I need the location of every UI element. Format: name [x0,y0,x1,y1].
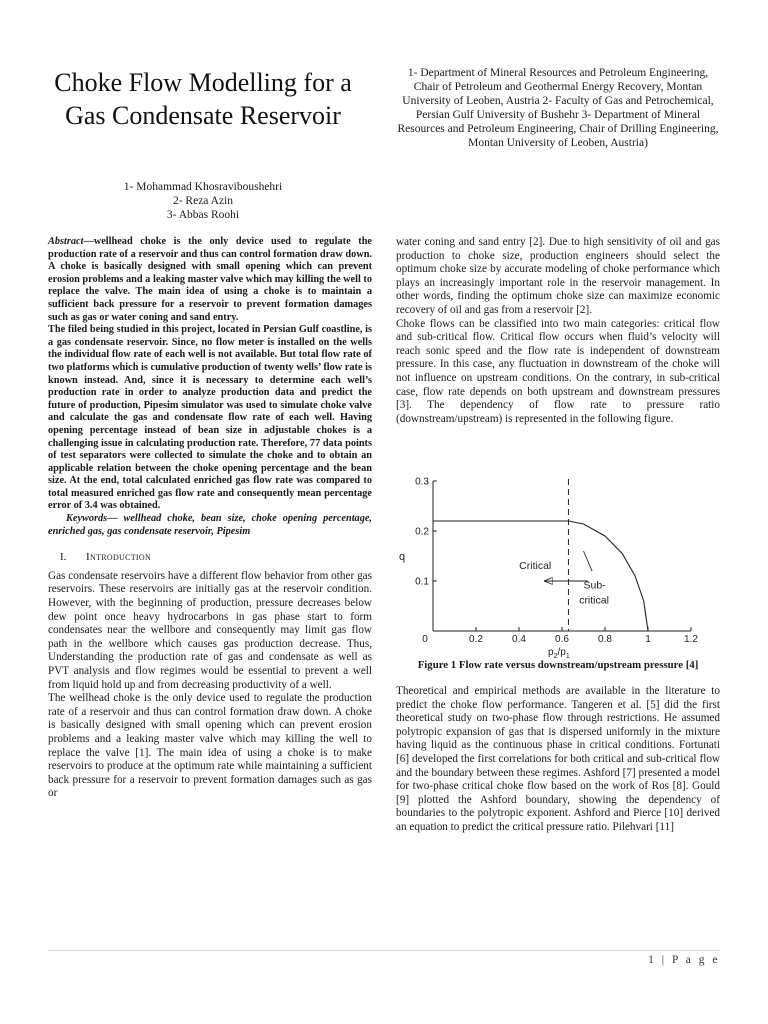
abstract-text: —wellhead choke is the only device used to regulate the production rate of a reservoir and thus can control formation draw down. A choke is basically designed with small opening which can prevent erosion problems and a leaking master valve which may killing the well to replace the valve. The main idea of using a choke is to maintain a sufficient back pressure for a reservoir to prevent formation damages such as gas or water coning and sand entry. [48,236,372,323]
y-tick-label: 0.2 [415,526,429,538]
x-tick-label: 0.2 [469,634,483,645]
paper-title: Choke Flow Modelling for a Gas Condensate Reservoir [54,68,352,130]
section-heading [60,551,372,565]
intro-paragraph-2: The wellhead choke is the only device used to regulate the production rate of a reservoir and thus can control formation draw down. A choke is basically designed with small opening which can prevent erosion problems and a leaking master valve which may killing the well to replace the valve [1]. The main idea of using a choke is to make reservoirs to produce at the optimum rate while maintaining a sufficient back pressure for a reservoir to prevent formation damages such as gas or [48,692,372,800]
author-3: 3- Abbas Roohi [166,209,240,221]
abstract-text-2: The filed being studied in this project, located in Persian Gulf coastline, is a gas condensate reservoir. Since, no flow meter is installed on the wells the individual flow rate of each well is not available. But total flow rate of two platforms which is cumulative production of twenty wells’ flow rate is known instead. And, since it is necessary to determine each well’s production rate in order to analyze production data and predict the future of production, Pipesim simulator was used to simulate choke valve and calculate the gas and condensate flow rate of each well. Having opening percentage instead of bean size in adjustable chokes is a challenging issue in calculating production rate. Therefore, 77 data points of test separators were collected to simulate the choke and to obtain an applicable relation between the choke opening percentage and the bean size. At the end, total calculated enriched gas flow rate was compared to total measured enriched gas flow rate and consequently mean percentage error of 3.4 was obtained. [48,324,372,512]
x-tick-label: 0.8 [598,634,612,645]
subcritical-label-2: critical [579,594,609,607]
abstract-lead: Abstract [48,236,84,247]
figure-caption: Figure 1 Flow rate versus downstream/upstream pressure [4] [417,659,699,671]
y-tick-label: 0.1 [415,576,429,588]
y-axis-label: q [399,551,406,563]
author-list [48,180,358,222]
subcritical-pointer [584,551,593,571]
x-tick-label: 1.2 [684,634,698,645]
left-column [48,236,372,801]
right-paragraph-3: Theoretical and empirical methods are available in the literature to predict the choke flow performance. Tangeren et al. [5] did the first theoretical study on two-phase flow through restrictions. He assumed polytropic expansion of gas that is dispersed uniformly in the mixture having liquid as the continuous phase in critical conditions. Fortunati [6] developed the first correlations for both critical and sub-critical flow and the boundary between these regimes. Ashford [7] presented a model for two-phase critical choke flow based on the work of Ros [8]. Gould [9] plotted the Ashford boundary, showing the dependency of boundaries to the polytropic exponent. Ashford and Pierce [10] derived an equation to predict the critical pressure ratio. Pilehvari [11] [396,685,720,833]
abstract [48,236,372,324]
section-number: I. [60,551,67,564]
affiliations: 1- Department of Mineral Resources and Petroleum Engineering, Chair of Petroleum and Geothermal Energy Recovery, Montan University of Leoben, Austria 2- Faculty of Gas and Petrochemical, Persian Gulf University of Bushehr 3- Department of Mineral Resources and Petroleum Engineering, Chair of Drilling Engineering, Montan University of Leoben, Austria) [397,67,719,149]
right-paragraph-2: Choke flows can be classified into two main categories: critical flow and sub-critical flow. Critical flow occurs when fluid’s velocity will reach sonic speed and the flow rate is independent of downstream pressure. In this case, any fluctuation in downstream of the choke will not influence on upstream conditions. On the contrary, in sub-critical case, flow rate depends on both upstream and downstream pressures [3]. The dependency of flow rate to pressure ratio (downstream/upstream) is represented in the following figure. [396,317,720,425]
x-tick-label: 0.4 [512,634,526,645]
subcritical-label-1: Sub- [583,579,606,592]
right-column-top [396,236,720,426]
x-tick-label: 0 [422,634,428,645]
figure-1 [396,472,720,660]
author-2: 2- Reza Azin [172,195,234,207]
page-number: 1 | P a g e [648,954,720,966]
critical-label: Critical [519,560,552,572]
x-tick-label: 1 [645,634,651,645]
keywords: Keywords— wellhead choke, bean size, choke opening percentage, enriched gas, gas condensate reservoir, Pipesim [48,513,372,537]
intro-paragraph-1: Gas condensate reservoirs have a different flow behavior from other gas reservoirs. These reservoirs are initially gas at the reservoir condition. However, with the beginning of production, pressure decreases below dew point once heavy hydrocarbons in gas phase start to form condensates near the wellbore and consequently may limit gas flow path in the wellbore which causes gas production decrease. Thus, Understanding the production rate of gas and condensate as well as PVT analysis and flow regimes would be essential to prevent a well from liquid hold up and from decreasing productivity of a well. [48,569,372,691]
x-tick-label: 0.6 [555,634,569,645]
right-paragraph-1: water coning and sand entry [2]. Due to high sensitivity of oil and gas production to choke size, production engineers should select the optimum choke size by accurate modeling of choke performance which plays an increasingly important role in the reservoir management. In other words, finding the optimum choke size can maximize economic recovery of oil and gas from a reservoir [2]. [396,236,720,316]
author-1: 1- Mohammad Khosraviboushehri [123,181,283,193]
right-column-bottom [396,685,720,835]
flow-rate-chart [396,472,720,660]
footer-divider [48,950,720,951]
flow-rate-curve [433,521,648,631]
x-axis-label: $p_2/p_1$ [548,647,570,660]
y-tick-label: 0.3 [415,476,429,488]
section-title: Introduction [86,551,152,564]
